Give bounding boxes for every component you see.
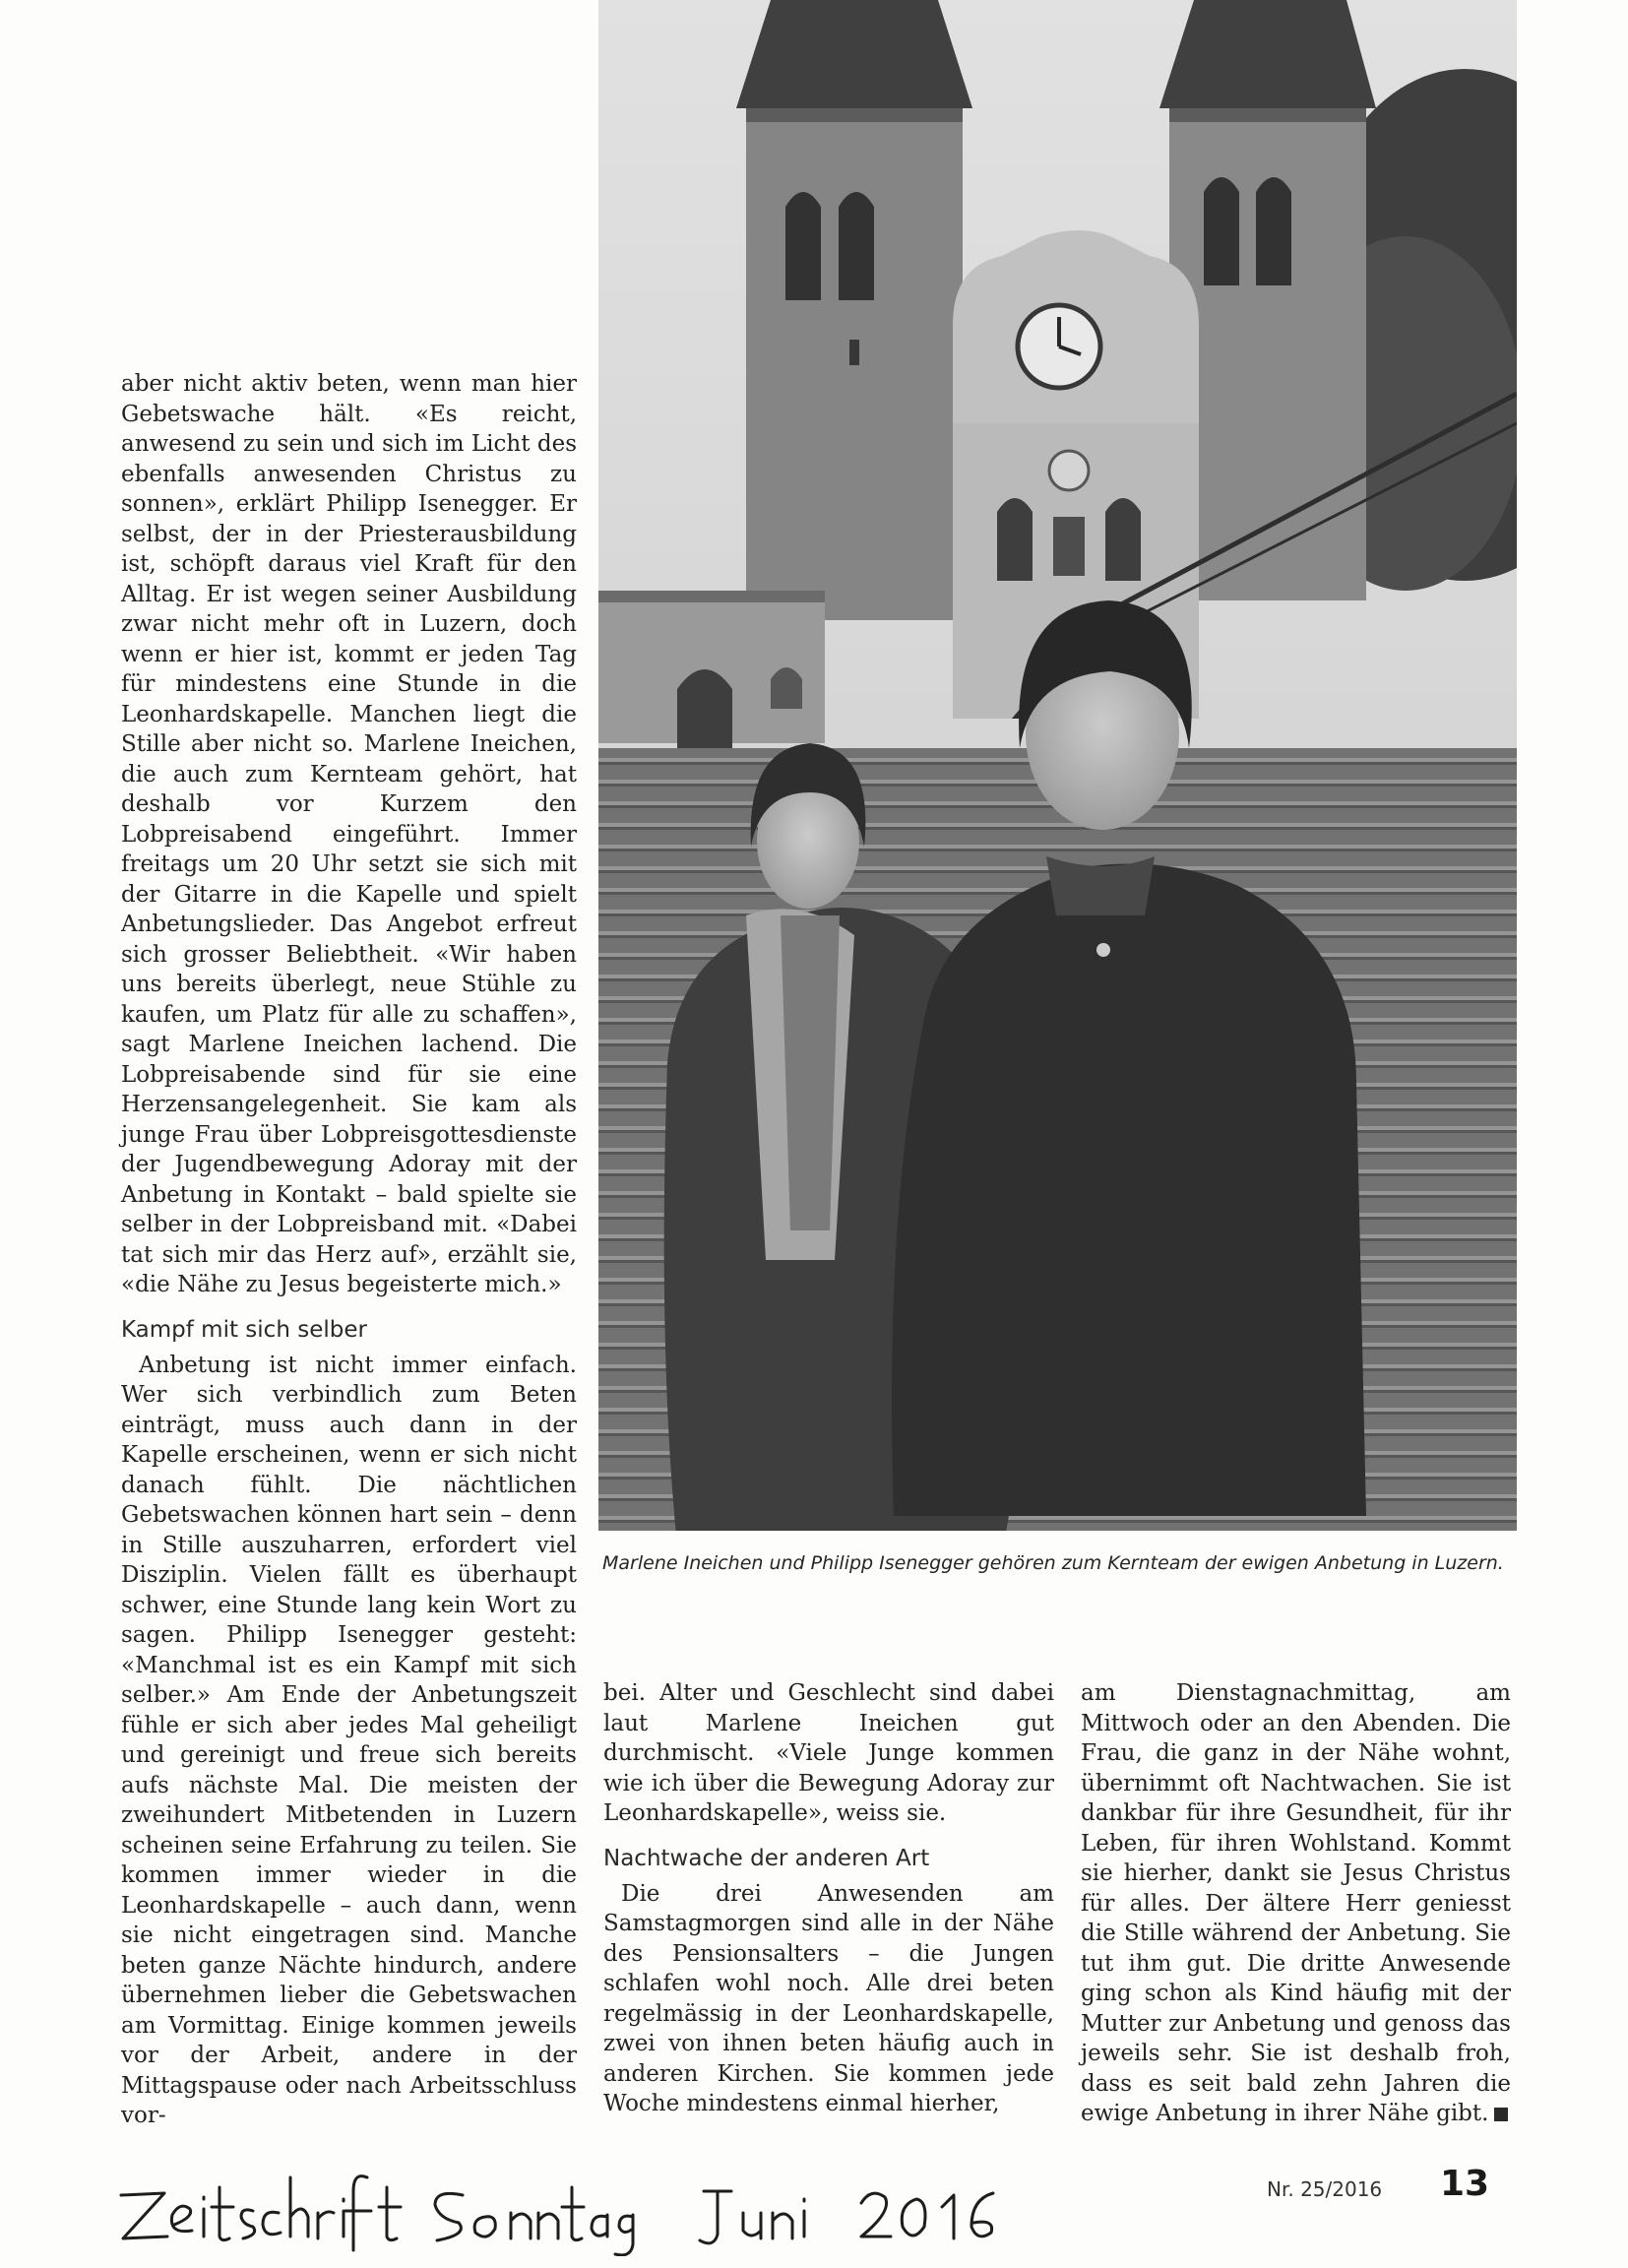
issue-number: Nr. 25/2016 [1267,2177,1383,2201]
article-paragraph: Anbetung ist nicht immer einfach. Wer sich verbindlich zum Beten einträgt, muss auch dann in der Kapelle erscheinen, wenn er sich nicht danach fühlt. Die nächtlichen Gebetswachen können hart sein – denn in Stille auszuharren, erfordert viel Disziplin. Vielen fällt es überhaupt schwer, eine Stunde lang kein Wort zu sagen. Philipp Isenegger gesteht: «Manchmal ist es ein Kampf mit sich selber.» Am Ende der Anbetungszeit fühle er sich aber jedes Mal geheiligt und gereinigt und freue sich bereits aufs nächste Mal. Die meisten der zweihundert Mitbetenden in Luzern scheinen seine Erfahrung zu teilen. Sie kommen immer wieder in die Leonhardskapelle – auch dann, wenn sie nicht eingetragen sind. Manche beten ganze Nächte hindurch, andere übernehmen lieber die Gebetswachen am Vormittag. Einige kommen jeweils vor der Arbeit, andere in der Mittagspause oder nach Arbeitsschluss vor- [121,1352,577,2128]
article-column-left [121,369,577,2131]
end-of-article-mark [1494,2108,1508,2121]
photo-caption: Marlene Ineichen und Philipp Isenegger gehören zum Kernteam der ewigen Anbetung in Luzern. [602,1552,1504,1574]
subheading-nachtwache: Nachtwache der anderen Art [603,1845,930,1871]
article-paragraph: bei. Alter und Geschlecht sind dabei laut Marlene Ineichen gut durchmischt. «Viele Junge kommen wie ich über die Bewegung Adoray zur Leonhardskapelle», weiss sie. [603,1680,1054,1826]
article-paragraph: Die drei Anwesenden am Samstagmorgen sind alle in der Nähe des Pensionsalters – die Jungen schlafen wohl noch. Alle drei beten regelmässig in der Leonhardskapelle, zwei von ihnen beten häufig auch in anderen Kirchen. Sie kommen jede Woche mindestens einmal hierher, [603,1880,1054,2116]
subheading-kampf: Kampf mit sich selber [121,1316,367,1343]
article-paragraph-text: am Dienstagnachmittag, am Mittwoch oder an den Abenden. Die Frau, die ganz in der Nähe wohnt, übernimmt oft Nachtwachen. Sie ist dankbar für ihre Gesundheit, für ihr Leben, für ihren Wohlstand. Kommt sie hierher, dankt sie Jesus Christus für alles. Der ältere Herr geniesst die Stille während der Anbetung. Sie tut ihm gut. Die dritte Anwesende ging schon als Kind häufig mit der Mutter zur Anbetung und genoss das jeweils sehr. Sie ist deshalb froh, dass es seit bald zehn Jahren die ewige Anbetung in ihrer Nähe gibt. [1081,1680,1511,2126]
article-column-middle [603,1678,1054,2119]
article-paragraph: aber nicht aktiv beten, wenn man hier Gebetswache hält. «Es reicht, anwesend zu sein und sich im Licht des ebenfalls anwesenden Christus zu sonnen», erklärt Philipp Isenegger. Er selbst, der in der Priesterausbildung ist, schöpft daraus viel Kraft für den Alltag. Er ist wegen seiner Ausbildung zwar nicht mehr oft in Luzern, doch wenn er hier ist, kommt er jeden Tag für mindestens eine Stunde in die Leonhardskapelle. Manchen liegt die Stille aber nicht so. Marlene Ineichen, die auch zum Kernteam gehört, hat deshalb vor Kurzem den Lobpreisabend eingeführt. Immer freitags um 20 Uhr setzt sie sich mit der Gitarre in die Kapelle und spielt Anbetungslieder. Das Angebot erfreut sich grosser Beliebtheit. «Wir haben uns bereits überlegt, neue Stühle zu kaufen, um Platz für alle zu schaffen», sagt Marlene Ineichen lachend. Die Lobpreisabende sind für sie eine Herzensangelegenheit. Sie kam als junge Frau über Lobpreisgottesdienste der Jugendbewegung Adoray mit der Anbetung in Kontakt – bald spielte sie selber in der Lobpreisband mit. «Dabei tat sich mir das Herz auf», erzählt sie, «die Nähe zu Jesus begeisterte mich.» [121,371,577,1297]
page-number: 13 [1440,2164,1490,2204]
article-paragraph [1081,1678,1511,2129]
handwritten-note [113,2148,1078,2256]
article-column-right [1081,1678,1511,2129]
church-photo [598,0,1517,1531]
